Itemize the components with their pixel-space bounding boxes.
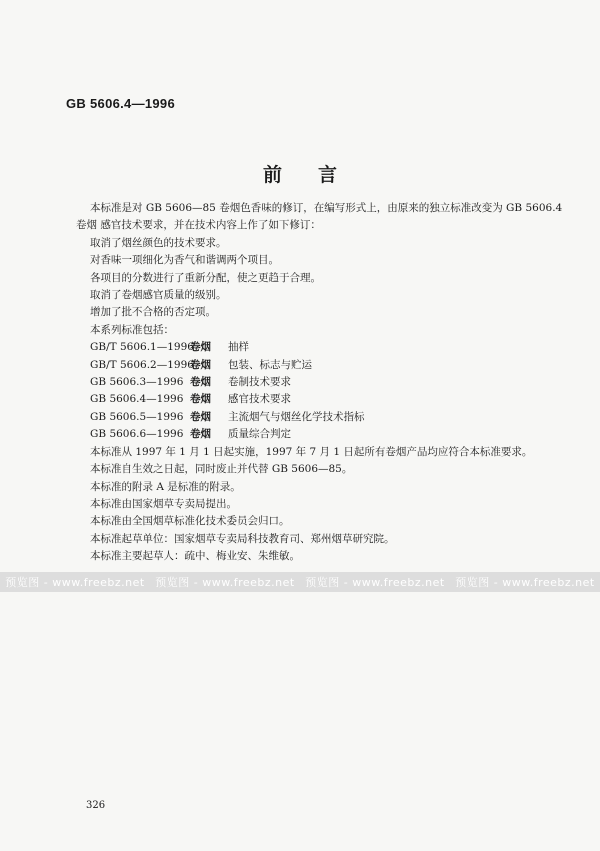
series-category: 卷烟 <box>190 341 211 354</box>
revision-item: 取消了烟丝颜色的技术要求。 <box>90 236 227 249</box>
watermark-text: 预览图 - www.freebz.net <box>455 576 595 589</box>
series-name: 包装、标志与贮运 <box>228 358 312 371</box>
series-name: 抽样 <box>228 341 249 354</box>
effective-date-text: 本标准从 1997 年 1 月 1 日起实施，1997 年 7 月 1 日起所有卷烟产品均应符合本标准要求。 <box>90 445 533 458</box>
revision-item: 取消了卷烟感官质量的级别。 <box>90 289 227 302</box>
drafting-units-text: 本标准起草单位：国家烟草专卖局科技教育司、郑州烟草研究院。 <box>90 532 395 545</box>
series-name: 主流烟气与烟丝化学技术指标 <box>228 410 365 423</box>
title-char-2: 言 <box>318 164 338 186</box>
revision-item: 增加了批不合格的否定项。 <box>90 306 216 319</box>
series-category: 卷烟 <box>190 376 211 389</box>
series-code: GB/T 5606.1—1996 <box>90 341 194 354</box>
series-row <box>90 426 540 443</box>
series-name: 感官技术要求 <box>228 393 291 406</box>
proposer-text: 本标准由国家烟草专卖局提出。 <box>90 497 237 510</box>
watermark-banner <box>0 572 600 592</box>
series-row <box>90 409 540 426</box>
series-code: GB 5606.6—1996 <box>90 428 184 441</box>
series-code: GB 5606.4—1996 <box>90 393 184 406</box>
watermark-text: 预览图 - www.freebz.net <box>305 576 445 589</box>
page-number: 326 <box>86 800 106 811</box>
paragraph-line: 卷烟 感官技术要求，并在技术内容上作了如下修订： <box>76 219 321 232</box>
series-category: 卷烟 <box>190 410 211 423</box>
series-row <box>90 357 540 374</box>
series-category: 卷烟 <box>190 358 211 371</box>
series-code: GB/T 5606.2—1996 <box>90 358 194 371</box>
series-name: 卷制技术要求 <box>228 376 291 389</box>
paragraph-line: 本标准是对 GB 5606—85 卷烟色香味的修订，在编写形式上，由原来的独立标准改变为 GB 5606.4 <box>90 202 563 214</box>
watermark-text: 预览图 - www.freebz.net <box>5 576 145 589</box>
series-row <box>90 374 540 391</box>
revision-item: 对香味一项细化为香气和谐调两个项目。 <box>90 254 279 267</box>
series-intro: 本系列标准包括： <box>90 323 174 336</box>
series-code: GB 5606.3—1996 <box>90 376 184 389</box>
standard-code: GB 5606.4—1996 <box>66 96 175 111</box>
revision-item: 各项目的分数进行了重新分配，使之更趋于合理。 <box>90 271 321 284</box>
replacement-text: 本标准自生效之日起，同时废止并代替 GB 5606—85。 <box>90 463 353 476</box>
committee-text: 本标准由全国烟草标准化技术委员会归口。 <box>90 515 290 528</box>
title-char-1: 前 <box>262 164 282 186</box>
page-title <box>0 160 600 187</box>
series-category: 卷烟 <box>190 428 211 441</box>
series-row <box>90 391 540 408</box>
foreword-body <box>76 200 563 566</box>
series-name: 质量综合判定 <box>228 428 291 441</box>
series-category: 卷烟 <box>190 393 211 406</box>
series-code: GB 5606.5—1996 <box>90 410 184 423</box>
series-row <box>90 339 540 356</box>
drafters-text: 本标准主要起草人：疏中、梅业安、朱维敏。 <box>90 550 300 563</box>
appendix-text: 本标准的附录 A 是标准的附录。 <box>90 480 241 493</box>
watermark-text: 预览图 - www.freebz.net <box>155 576 295 589</box>
